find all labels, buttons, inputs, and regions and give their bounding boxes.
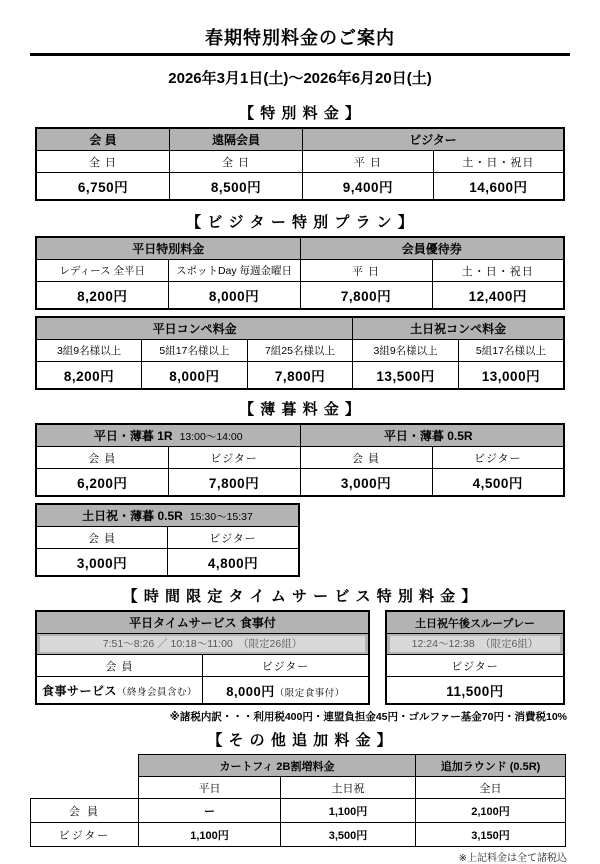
header-cell-weekend-through: 土日祝午後スループレー	[386, 611, 564, 634]
price-cell: 11,500円	[386, 677, 564, 705]
header-cell-extra-round: 追加ラウンド (0.5R)	[416, 755, 566, 777]
date-range: 2026年3月1日(土)～2026年6月20日(土)	[168, 70, 432, 87]
price-cell: 3,000円	[36, 549, 168, 577]
sub-cell: スポットDay 毎週金曜日	[168, 260, 300, 282]
price-cell: 3,000円	[300, 469, 432, 497]
sub-cell: レディース 全平日	[36, 260, 168, 282]
header-cell-weekend-twilight	[36, 504, 299, 527]
table-row	[36, 634, 369, 655]
page-title: 春期特別料金のご案内	[205, 28, 395, 48]
sub-cell: ビジター	[386, 655, 564, 677]
empty-cell	[31, 777, 139, 799]
sub-cell: 全 日	[36, 151, 170, 173]
price-cell: 8,200円	[36, 362, 142, 390]
price-cell: 8,000円	[142, 362, 248, 390]
table-row	[36, 549, 299, 577]
price-cell: 6,200円	[36, 469, 168, 497]
price-cell: 3,150円	[416, 823, 566, 847]
time-band-cell	[386, 634, 564, 655]
header-cell-twilight-1r	[36, 424, 300, 447]
price-cell-member	[36, 677, 203, 705]
header-cell-visitor: ビジター	[303, 128, 565, 151]
sub-cell: 3組9名様以上	[353, 340, 459, 362]
header-time: 15:30～15:37	[189, 511, 253, 523]
visitor-plan-table	[35, 236, 565, 310]
sub-cell: 全 日	[170, 151, 303, 173]
sub-cell: ビジター	[432, 447, 564, 469]
table-row	[36, 677, 369, 705]
section-title-twilight: 【 薄 暮 料 金 】	[239, 401, 361, 418]
sub-cell: 会 員	[300, 447, 432, 469]
section-title-special: 【 特 別 料 金 】	[239, 105, 361, 122]
weekend-twilight-table	[35, 503, 300, 577]
time-band-text: 12:24～12:38 （限定6組）	[390, 636, 560, 652]
sub-cell: ビジター	[203, 655, 370, 677]
price-cell: 4,800円	[168, 549, 300, 577]
section-title-visitor-plan: 【 ビ ジ タ ー 特 別 プ ラ ン 】	[186, 214, 414, 231]
price-cell: 13,500円	[353, 362, 459, 390]
weekday-time-service-table	[35, 610, 370, 705]
table-row	[36, 317, 564, 340]
table-row	[386, 634, 564, 655]
table-row	[386, 611, 564, 634]
header-cell-weekday-time-service: 平日タイムサービス 食事付	[36, 611, 369, 634]
table-row	[31, 799, 566, 823]
header-time: 13:00～14:00	[179, 431, 243, 443]
price-cell: 2,100円	[416, 799, 566, 823]
sub-cell: 会 員	[36, 655, 203, 677]
header-cell-remote-member: 遠隔会員	[170, 128, 303, 151]
price-main: 8,000円	[226, 683, 275, 699]
table-row	[36, 282, 564, 310]
price-cell: 7,800円	[247, 362, 353, 390]
price-main: 食事サービス	[41, 683, 117, 698]
price-cell: 4,500円	[432, 469, 564, 497]
table-row	[36, 173, 564, 201]
table-row	[36, 424, 564, 447]
price-cell: 1,100円	[281, 799, 416, 823]
sub-cell: 土・日・祝日	[432, 260, 564, 282]
sub-cell: ビジター	[168, 447, 300, 469]
section-title-additional: 【 そ の 他 追 加 料 金 】	[207, 732, 393, 749]
price-cell: ー	[139, 799, 281, 823]
weekend-through-play-table	[385, 610, 565, 705]
table-row	[36, 469, 564, 497]
sub-cell: ビジター	[168, 527, 300, 549]
price-note: （終身会員含む）	[117, 686, 198, 698]
price-cell: 8,200円	[36, 282, 168, 310]
sub-cell: 平 日	[303, 151, 434, 173]
special-rates-table	[35, 127, 565, 201]
sub-cell: 5組17名様以上	[142, 340, 248, 362]
header-cell-member-coupon: 会員優待券	[300, 237, 564, 260]
notice-page	[0, 24, 600, 862]
table-row	[31, 823, 566, 847]
price-cell: 8,000円	[168, 282, 300, 310]
table-row	[31, 777, 566, 799]
price-cell-visitor	[203, 677, 370, 705]
price-cell: 8,500円	[170, 173, 303, 201]
header-cell-weekday-compe: 平日コンペ料金	[36, 317, 353, 340]
price-cell: 1,100円	[139, 823, 281, 847]
time-band-cell	[36, 634, 369, 655]
additional-fees-table	[30, 754, 566, 847]
table-row	[36, 340, 564, 362]
table-row	[386, 655, 564, 677]
header-label: 平日・薄暮 1R	[93, 429, 173, 443]
table-row	[36, 260, 564, 282]
table-row	[36, 362, 564, 390]
price-cell: 7,800円	[300, 282, 432, 310]
table-row	[36, 237, 564, 260]
sub-cell: 7組25名様以上	[247, 340, 353, 362]
header-label: 平日・薄暮 0.5R	[383, 429, 473, 443]
sub-cell: 平日	[139, 777, 281, 799]
table-row	[386, 677, 564, 705]
sub-cell: 土日祝	[281, 777, 416, 799]
sub-cell: 会 員	[36, 447, 168, 469]
table-row	[36, 447, 564, 469]
table-row	[31, 755, 566, 777]
table-row	[36, 128, 564, 151]
tax-included-note: ※上記料金は全て諸税込	[458, 853, 567, 864]
section-title-time-service: 【 時 間 限 定 タ イ ム サ ー ビ ス 特 別 料 金 】	[122, 588, 478, 605]
header-label: 土日祝・薄暮 0.5R	[82, 509, 183, 523]
header-cell-twilight-05r	[300, 424, 564, 447]
twilight-rates-table	[35, 423, 565, 497]
sub-cell: 全日	[416, 777, 566, 799]
table-row	[36, 611, 369, 634]
empty-cell	[31, 755, 139, 777]
sub-cell: 会 員	[36, 527, 168, 549]
header-cell-weekday-special: 平日特別料金	[36, 237, 300, 260]
price-cell: 13,000円	[458, 362, 564, 390]
row-label-visitor: ビジター	[31, 823, 139, 847]
table-row	[36, 527, 299, 549]
time-service-row	[35, 610, 565, 705]
price-cell: 7,800円	[168, 469, 300, 497]
sub-cell: 平 日	[300, 260, 432, 282]
header-cell-cart-fee: カートフィ 2B割増料金	[139, 755, 416, 777]
table-row	[36, 151, 564, 173]
competition-rates-table	[35, 316, 565, 390]
price-note: （限定食事付）	[274, 687, 345, 699]
price-cell: 12,400円	[432, 282, 564, 310]
price-cell: 3,500円	[281, 823, 416, 847]
price-cell: 14,600円	[433, 173, 564, 201]
header-cell-weekend-compe: 土日祝コンペ料金	[353, 317, 564, 340]
price-cell: 9,400円	[303, 173, 434, 201]
sub-cell: 3組9名様以上	[36, 340, 142, 362]
time-band-text: 7:51～8:26 ／ 10:18～11:00 （限定26組）	[40, 636, 365, 652]
header-cell-member: 会 員	[36, 128, 170, 151]
price-cell: 6,750円	[36, 173, 170, 201]
row-label-member: 会 員	[31, 799, 139, 823]
sub-cell: 土・日・祝日	[433, 151, 564, 173]
title-underline	[30, 24, 570, 56]
sub-cell: 5組17名様以上	[458, 340, 564, 362]
table-row	[36, 655, 369, 677]
table-row	[36, 504, 299, 527]
tax-breakdown-note: ※諸税内訳・・・利用税400円・連盟負担金45円・ゴルファー基金70円・消費税10%	[169, 711, 567, 723]
